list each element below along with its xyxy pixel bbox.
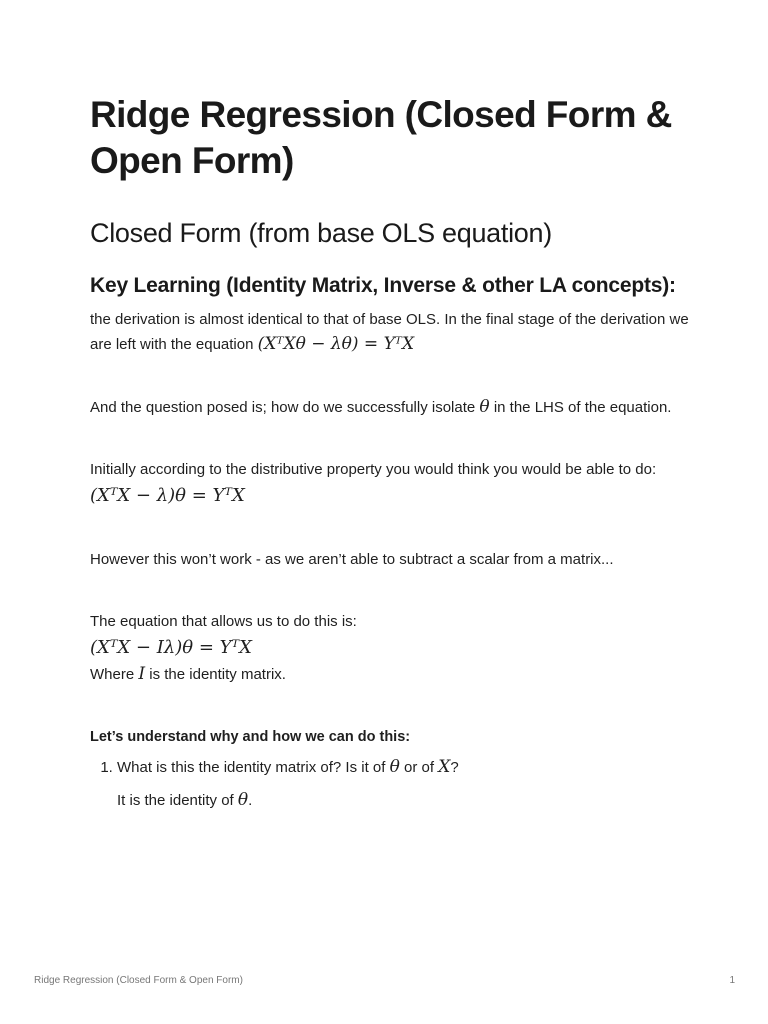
inline-math-identity: I <box>138 664 146 684</box>
list-item-math-x: X <box>438 757 451 777</box>
list-item-answer-before: It is the identity of <box>117 792 234 809</box>
list-item-text-mid: or of <box>404 759 435 776</box>
list-item <box>117 755 690 813</box>
footer-title: Ridge Regression (Closed Form & Open Form) <box>34 975 243 986</box>
page-title: Ridge Regression (Closed Form & Open Form) <box>90 94 672 181</box>
list-item-text-after: ? <box>450 759 459 776</box>
paragraph-derivation <box>90 308 690 357</box>
paragraph-question-text-before: And the question posed is; how do we successfully isolate <box>90 399 476 416</box>
inline-math-theta: θ <box>479 397 490 417</box>
list-item-text-before: What is this the identity matrix of? Is it of <box>117 759 386 776</box>
list-item-answer-after: . <box>248 792 253 809</box>
paragraph-identity-note <box>90 662 690 687</box>
page-footer <box>34 975 735 986</box>
identity-note-after: is the identity matrix. <box>149 666 286 683</box>
paragraph-scalar-note: However this won’t work - as we aren’t able to subtract a scalar from a matrix... <box>90 551 614 568</box>
section-heading: Closed Form (from base OLS equation) <box>90 218 552 248</box>
equation-distributive: (XᵀX − λ)θ = YᵀX <box>90 485 245 506</box>
inline-equation-derivation: (XᵀXθ − λθ) = YᵀX <box>257 334 415 354</box>
list-item-math-theta: θ <box>389 757 400 777</box>
identity-note-before: Where <box>90 666 135 683</box>
footer-page-number: 1 <box>729 975 735 986</box>
document-page <box>90 92 690 813</box>
list-item-answer <box>117 788 690 813</box>
equation-identity: (XᵀX − Iλ)θ = YᵀX <box>90 637 252 658</box>
bold-heading: Let’s understand why and how we can do this: <box>90 729 411 745</box>
numbered-list <box>90 755 690 813</box>
paragraph-equation-intro: The equation that allows us to do this is: <box>90 613 357 630</box>
paragraph-derivation-text: the derivation is almost identical to that of base OLS. In the final stage of the derivation we are left with the equation <box>90 311 689 353</box>
paragraph-distributive: Initially according to the distributive property you would think you would be able to do: <box>90 461 657 478</box>
list-item-answer-math: θ <box>237 790 249 810</box>
subsection-heading: Key Learning (Identity Matrix, Inverse & other LA concepts): <box>90 274 676 297</box>
paragraph-question-text-after: in the LHS of the equation. <box>493 399 672 416</box>
paragraph-question <box>90 395 690 420</box>
